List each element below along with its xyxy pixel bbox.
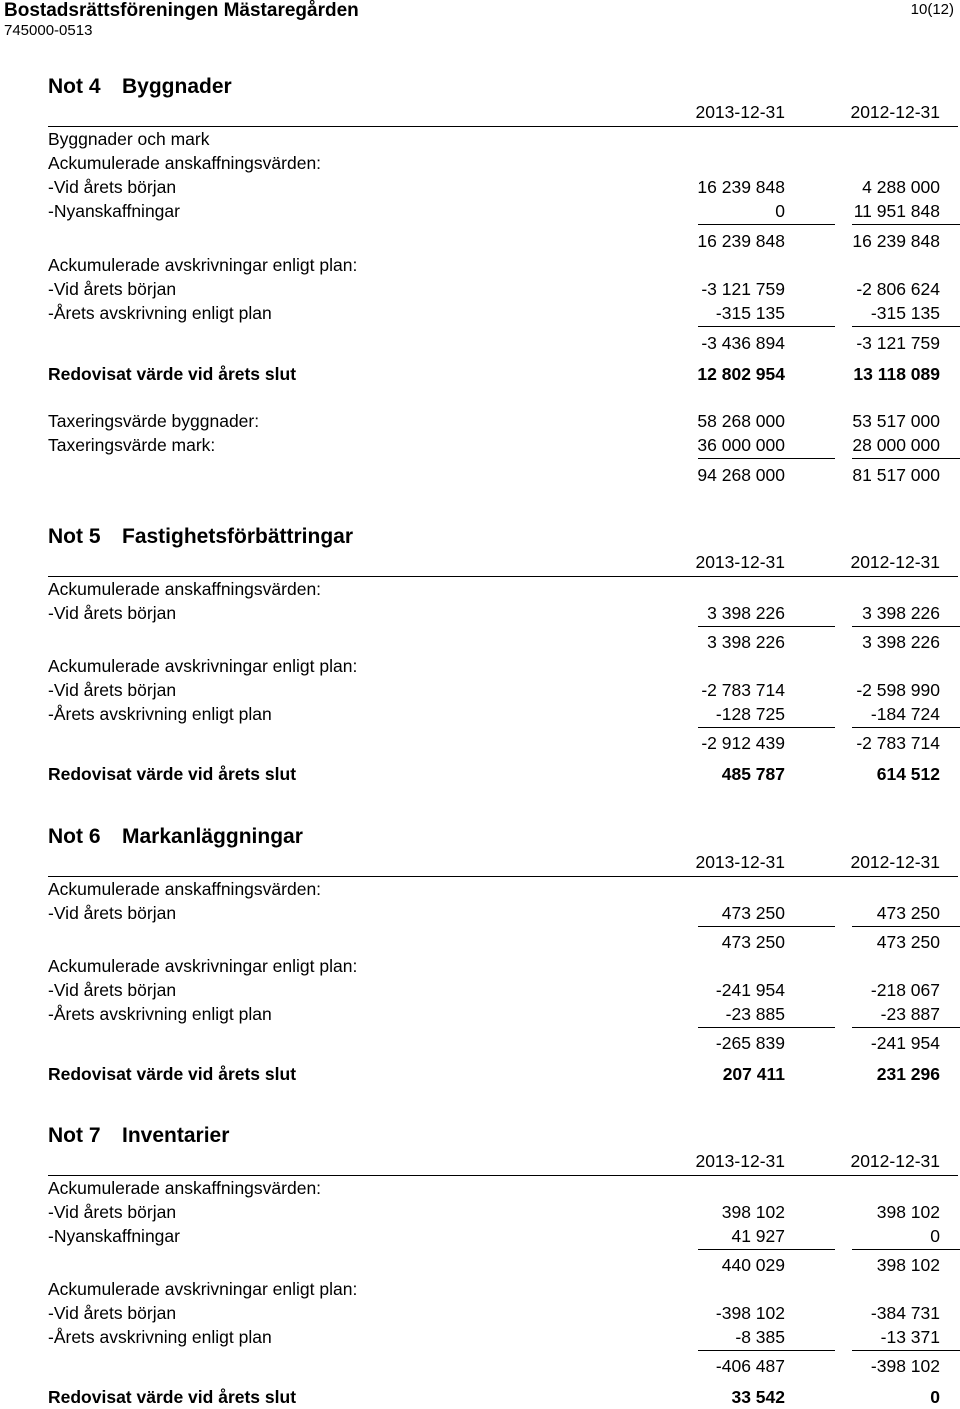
- value-2012: 0: [930, 1387, 940, 1407]
- value-2013: 440 029: [721, 1255, 785, 1275]
- note-title: [48, 74, 232, 100]
- row-label: Ackumulerade avskrivningar enligt plan:: [48, 956, 358, 976]
- value-2012: -2 783 714: [856, 733, 940, 753]
- row-label: Taxeringsvärde mark:: [48, 435, 216, 455]
- value-2013: 36 000 000: [697, 435, 785, 455]
- row-label: Ackumulerade avskrivningar enligt plan:: [48, 255, 358, 275]
- table-row: [48, 601, 940, 625]
- subtotal-row: [48, 1354, 940, 1378]
- sum-rule: [698, 626, 835, 627]
- subtotal-row: [48, 331, 940, 355]
- note-number: Not 7: [48, 1124, 101, 1147]
- value-2012: 4 288 000: [862, 177, 940, 197]
- row-label: Ackumulerade avskrivningar enligt plan:: [48, 1279, 358, 1299]
- row-label: -Vid årets början: [48, 603, 177, 623]
- row-label: -Vid årets början: [48, 980, 177, 1000]
- table-row: [48, 577, 940, 601]
- row-label: Ackumulerade anskaffningsvärden:: [48, 879, 322, 899]
- table-row: [48, 678, 940, 702]
- subtotal-row: [48, 731, 940, 755]
- sum-rule: [698, 1027, 835, 1028]
- column-header-2012: 2012-12-31: [850, 1151, 940, 1171]
- subtotal-row: [48, 1253, 940, 1277]
- column-header-row: [48, 550, 940, 574]
- value-2013: -265 839: [715, 1033, 785, 1053]
- value-2013: 207 411: [722, 1064, 785, 1084]
- value-2013: -3 436 894: [701, 333, 785, 353]
- row-label: Redovisat värde vid årets slut: [48, 364, 297, 384]
- column-header-2012: 2012-12-31: [850, 552, 940, 572]
- table-row: [48, 277, 940, 301]
- total-row: [48, 762, 940, 786]
- total-row: [48, 1385, 940, 1409]
- sum-rule: [852, 224, 960, 225]
- row-label: -Nyanskaffningar: [48, 1226, 180, 1246]
- table-row: [48, 978, 940, 1002]
- table-row: [48, 702, 940, 726]
- value-2013: 398 102: [721, 1202, 785, 1222]
- value-2013: 41 927: [731, 1226, 785, 1246]
- value-2013: -128 725: [715, 704, 785, 724]
- row-label: -Nyanskaffningar: [48, 201, 180, 221]
- sum-rule: [698, 458, 835, 459]
- value-2012: 16 239 848: [852, 231, 940, 251]
- total-row: [48, 362, 940, 386]
- column-header-2013: 2013-12-31: [695, 1151, 785, 1171]
- row-label: -Årets avskrivning enligt plan: [48, 1327, 272, 1347]
- note-number: Not 5: [48, 525, 101, 548]
- row-label: Redovisat värde vid årets slut: [48, 764, 297, 784]
- table-row: [48, 1277, 940, 1301]
- sum-rule: [852, 1350, 960, 1351]
- row-label: Ackumulerade anskaffningsvärden:: [48, 153, 322, 173]
- column-header-2013: 2013-12-31: [695, 552, 785, 572]
- row-label: -Vid årets början: [48, 177, 177, 197]
- table-row: [48, 1200, 940, 1224]
- table-row: [48, 654, 940, 678]
- subtotal-row: [48, 1031, 940, 1055]
- row-label: -Årets avskrivning enligt plan: [48, 704, 272, 724]
- table-row: [48, 409, 940, 433]
- subtotal-row: [48, 930, 940, 954]
- value-2012: -241 954: [870, 1033, 940, 1053]
- total-row: [48, 1062, 940, 1086]
- value-2013: 16 239 848: [697, 177, 785, 197]
- sum-rule: [852, 926, 960, 927]
- row-label: -Vid årets början: [48, 1303, 177, 1323]
- column-header-2012: 2012-12-31: [850, 102, 940, 122]
- note-name: Markanläggningar: [122, 825, 303, 848]
- sum-rule: [698, 1350, 835, 1351]
- value-2013: -3 121 759: [701, 279, 785, 299]
- column-header-row: [48, 850, 940, 874]
- value-2012: -2 598 990: [856, 680, 940, 700]
- note-number: Not 6: [48, 825, 101, 848]
- value-2013: -315 135: [715, 303, 785, 323]
- row-label: -Vid årets början: [48, 279, 177, 299]
- sum-rule: [852, 458, 960, 459]
- value-2013: -398 102: [715, 1303, 785, 1323]
- table-row: [48, 175, 940, 199]
- column-header-2012: 2012-12-31: [850, 852, 940, 872]
- value-2012: 13 118 089: [853, 364, 940, 384]
- column-header-row: [48, 100, 940, 124]
- sum-rule: [698, 326, 835, 327]
- row-label: Redovisat värde vid årets slut: [48, 1387, 297, 1407]
- sum-rule: [852, 626, 960, 627]
- page-number: 10(12): [910, 1, 954, 18]
- column-header-row: [48, 1149, 940, 1173]
- value-2013: 0: [775, 201, 785, 221]
- row-label: Ackumulerade anskaffningsvärden:: [48, 1178, 322, 1198]
- value-2012: -184 724: [870, 704, 940, 724]
- row-label: Ackumulerade avskrivningar enligt plan:: [48, 656, 358, 676]
- subtotal-row: [48, 463, 940, 487]
- value-2013: -406 487: [715, 1356, 785, 1376]
- value-2013: -23 885: [725, 1004, 785, 1024]
- sum-rule: [852, 326, 960, 327]
- row-label: Byggnader och mark: [48, 129, 210, 149]
- table-row: [48, 433, 940, 457]
- organization-number: 745000-0513: [4, 22, 93, 39]
- table-row: [48, 901, 940, 925]
- table-row: [48, 151, 940, 175]
- row-label: -Vid årets början: [48, 680, 177, 700]
- value-2012: 81 517 000: [852, 465, 940, 485]
- table-row: [48, 127, 940, 151]
- row-label: -Vid årets början: [48, 1202, 177, 1222]
- value-2012: -23 887: [880, 1004, 940, 1024]
- value-2012: 28 000 000: [852, 435, 940, 455]
- value-2012: 3 398 226: [862, 603, 940, 623]
- value-2012: -13 371: [880, 1327, 940, 1347]
- value-2012: 0: [930, 1226, 940, 1246]
- value-2012: 473 250: [876, 903, 940, 923]
- table-row: [48, 1176, 940, 1200]
- sum-rule: [852, 727, 960, 728]
- table-row: [48, 301, 940, 325]
- subtotal-row: [48, 229, 940, 253]
- row-label: -Årets avskrivning enligt plan: [48, 1004, 272, 1024]
- value-2012: 614 512: [876, 764, 940, 784]
- row-label: Redovisat värde vid årets slut: [48, 1064, 297, 1084]
- value-2012: 398 102: [876, 1202, 940, 1222]
- value-2012: -218 067: [870, 980, 940, 1000]
- value-2012: -3 121 759: [856, 333, 940, 353]
- value-2013: 33 542: [731, 1387, 785, 1407]
- sum-rule: [698, 1249, 835, 1250]
- value-2012: 11 951 848: [853, 201, 940, 221]
- value-2013: 12 802 954: [697, 364, 785, 384]
- note-title: [48, 1123, 229, 1149]
- note-title: [48, 824, 303, 850]
- sum-rule: [852, 1249, 960, 1250]
- value-2013: 58 268 000: [697, 411, 785, 431]
- row-label: -Vid årets början: [48, 903, 177, 923]
- row-label: Taxeringsvärde byggnader:: [48, 411, 260, 431]
- value-2013: 473 250: [721, 903, 785, 923]
- value-2012: 3 398 226: [862, 632, 940, 652]
- value-2013: 485 787: [721, 764, 785, 784]
- sum-rule: [698, 224, 835, 225]
- table-row: [48, 253, 940, 277]
- column-header-2013: 2013-12-31: [695, 102, 785, 122]
- value-2012: 398 102: [876, 1255, 940, 1275]
- row-label: -Årets avskrivning enligt plan: [48, 303, 272, 323]
- subtotal-row: [48, 630, 940, 654]
- table-row: [48, 199, 940, 223]
- note-title: [48, 524, 353, 550]
- column-header-2013: 2013-12-31: [695, 852, 785, 872]
- value-2013: 3 398 226: [707, 632, 785, 652]
- table-row: [48, 1325, 940, 1349]
- value-2012: 53 517 000: [852, 411, 940, 431]
- note-name: Byggnader: [122, 75, 232, 98]
- value-2012: -2 806 624: [856, 279, 940, 299]
- value-2013: 473 250: [721, 932, 785, 952]
- value-2013: 3 398 226: [707, 603, 785, 623]
- value-2012: 473 250: [876, 932, 940, 952]
- value-2012: -315 135: [870, 303, 940, 323]
- value-2013: -2 783 714: [701, 680, 785, 700]
- table-row: [48, 1301, 940, 1325]
- note-name: Fastighetsförbättringar: [122, 525, 354, 548]
- value-2012: -384 731: [870, 1303, 940, 1323]
- sum-rule: [698, 926, 835, 927]
- table-row: [48, 1224, 940, 1248]
- value-2012: -398 102: [870, 1356, 940, 1376]
- sum-rule: [698, 727, 835, 728]
- note-name: Inventarier: [122, 1124, 230, 1147]
- value-2013: 16 239 848: [697, 231, 785, 251]
- note-number: Not 4: [48, 75, 101, 98]
- value-2013: 94 268 000: [697, 465, 785, 485]
- table-row: [48, 954, 940, 978]
- table-row: [48, 877, 940, 901]
- value-2012: 231 296: [876, 1064, 940, 1084]
- value-2013: -8 385: [735, 1327, 785, 1347]
- value-2013: -2 912 439: [701, 733, 785, 753]
- table-row: [48, 1002, 940, 1026]
- row-label: Ackumulerade anskaffningsvärden:: [48, 579, 322, 599]
- organization-name: Bostadsrättsföreningen Mästaregården: [4, 0, 359, 21]
- value-2013: -241 954: [715, 980, 785, 1000]
- sum-rule: [852, 1027, 960, 1028]
